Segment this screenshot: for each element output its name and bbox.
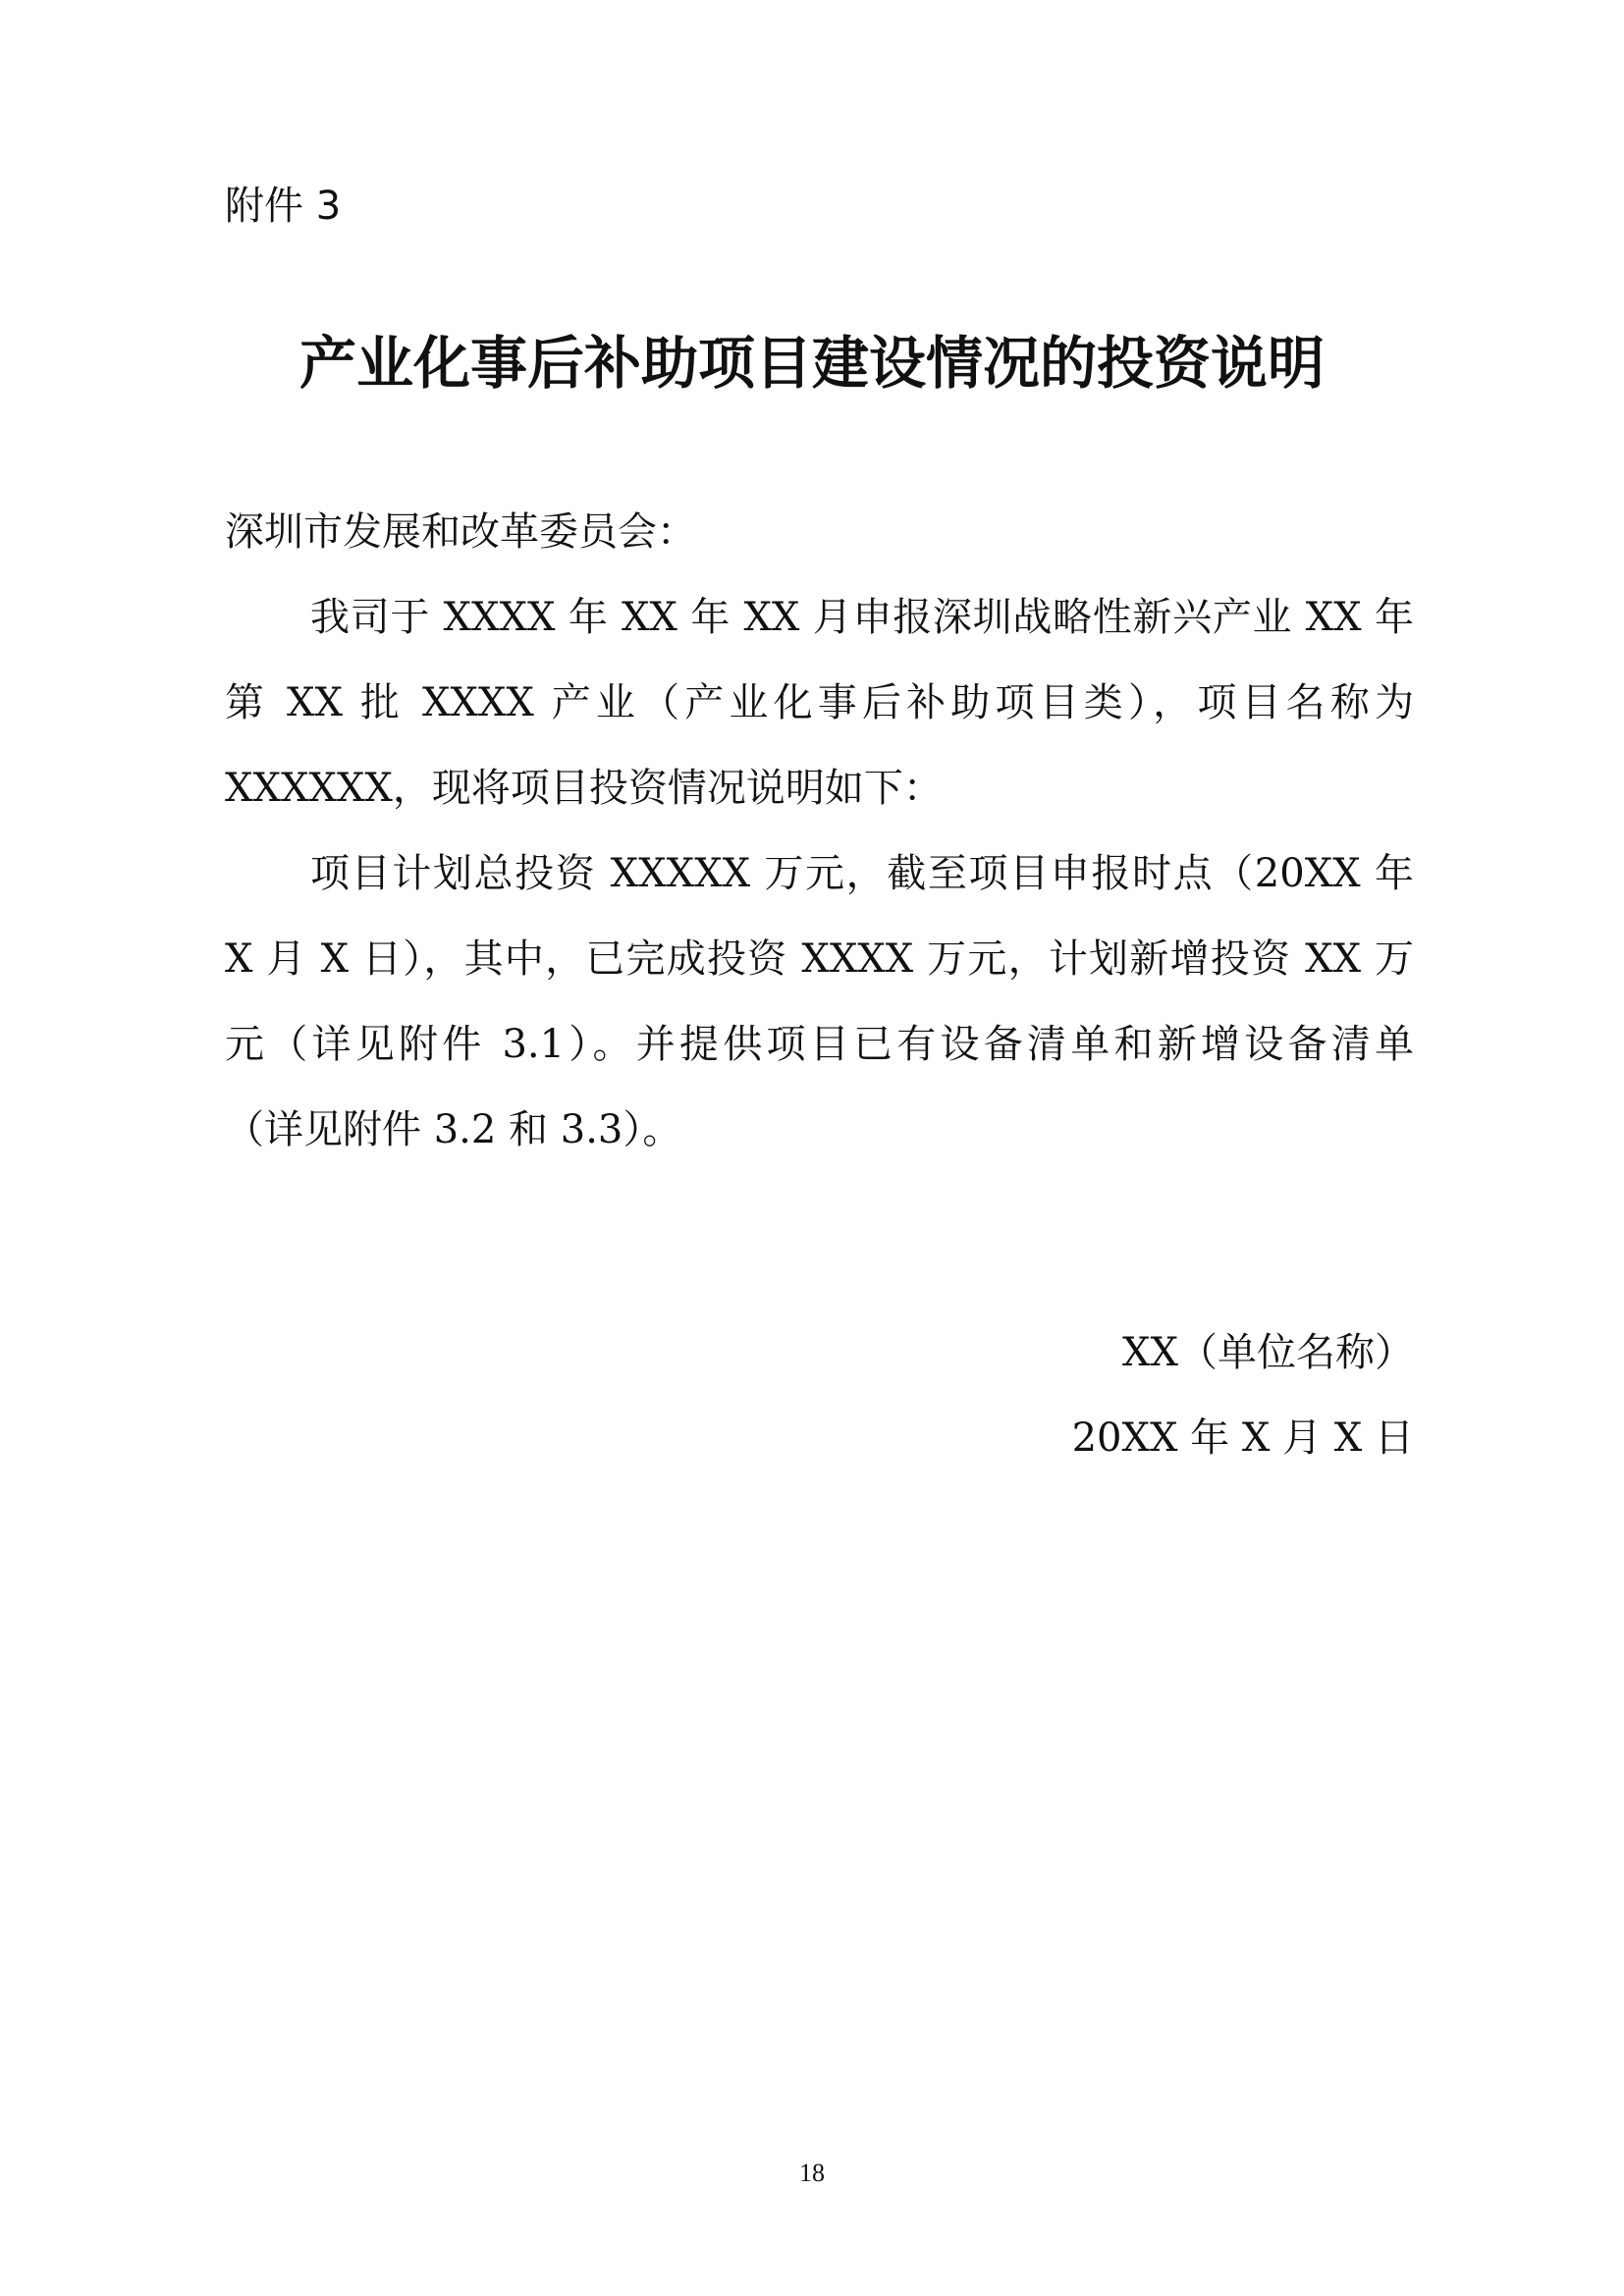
paragraph-1-line-2: 第 XX 批 XXXX 产业（产业化事后补助项目类），项目名称为 (225, 680, 1414, 725)
signature-date: 20XX 年 X 月 X 日 (1071, 1415, 1414, 1461)
paragraph-2-line-2: X 月 X 日），其中，已完成投资 XXXX 万元，计划新增投资 XX 万 (225, 936, 1414, 982)
paragraph-2-line-1: 项目计划总投资 XXXXX 万元，截至项目申报时点（20XX 年 (310, 851, 1414, 896)
paragraph-1-line-1: 我司于 XXXX 年 XX 年 XX 月申报深圳战略性新兴产业 XX 年 (310, 595, 1414, 640)
salutation: 深圳市发展和改革委员会： (225, 509, 696, 555)
page-number: 18 (799, 2159, 825, 2187)
paragraph-2-line-3: 元（详见附件 3.1）。并提供项目已有设备清单和新增设备清单 (225, 1022, 1414, 1067)
attachment-label: 附件 3 (225, 184, 342, 229)
paragraph-1-line-3: XXXXXX，现将项目投资情况说明如下： (225, 766, 943, 811)
document-title: 产业化事后补助项目建设情况的投资说明 (298, 330, 1325, 397)
paragraph-2-line-4: （详见附件 3.2 和 3.3）。 (225, 1107, 682, 1152)
signature-unit: XX（单位名称） (1122, 1330, 1414, 1375)
